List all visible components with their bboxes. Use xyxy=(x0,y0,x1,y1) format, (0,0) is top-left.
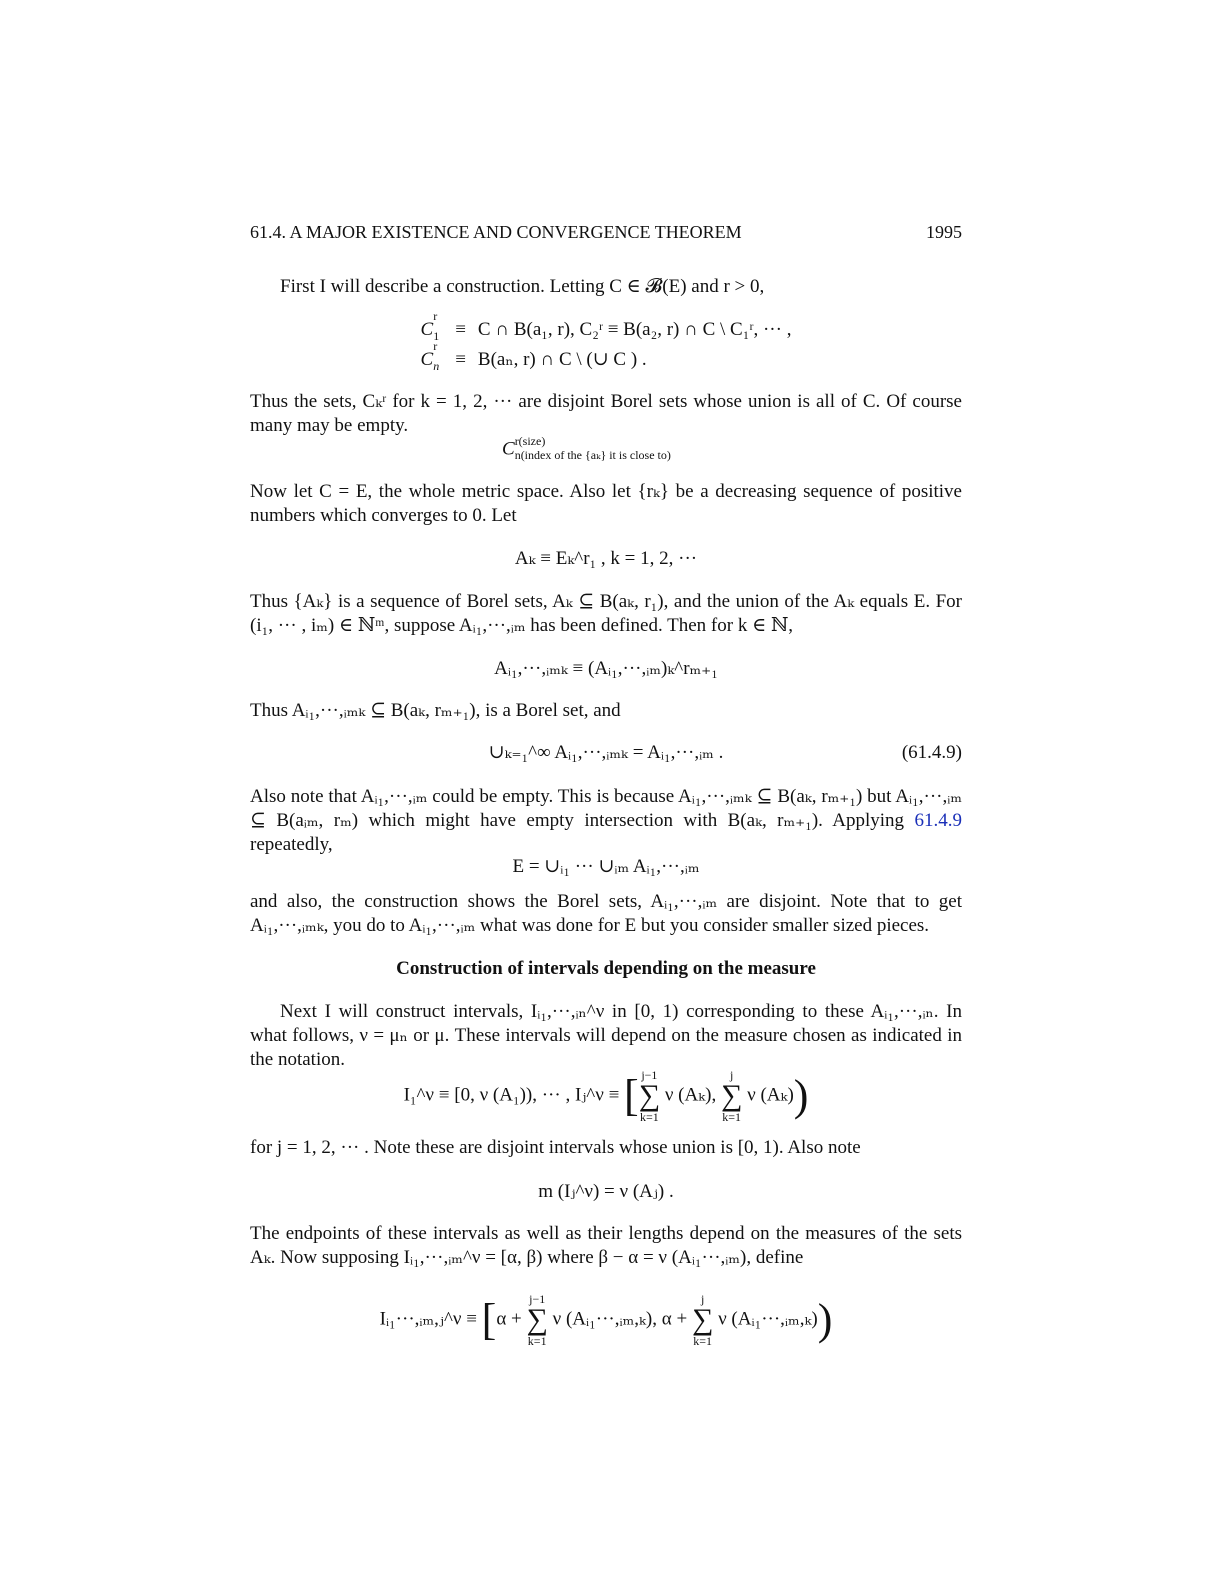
eq6-left: I₁^ν ≡ [0, ν (A₁)), ··· , Iⱼ^ν ≡ xyxy=(403,1084,620,1106)
eq8-sum2-upper: j xyxy=(700,1292,705,1306)
equation-a-k: Aₖ ≡ Eₖ^r₁ , k = 1, 2, ··· xyxy=(514,548,698,569)
paragraph-endpoints: The endpoints of these intervals as well as their lengths depend on the measures of the sets Aₖ. Now supposing Iᵢ₁,···,ᵢₘ^ν = [α, β) where β − α = ν (Aᵢ₁···,ᵢₘ), define xyxy=(250,1223,962,1268)
eq6-sum2-upper: j xyxy=(730,1068,734,1082)
equation-reference-link[interactable]: 61.4.9 xyxy=(914,810,962,831)
equation-intervals: I₁^ν ≡ [0, ν (A₁)), ··· , Iⱼ^ν ≡ [ j−1 ∑ k=1 ν (Aₖ), j ∑ k=1 ν (Aₖ)) xyxy=(403,1068,809,1124)
equation-number: (61.4.9) xyxy=(901,742,962,763)
eq6-sum2-lower: k=1 xyxy=(722,1110,742,1124)
eq8-sum2-lower: k=1 xyxy=(693,1334,713,1348)
paragraph-borel-set: Thus Aᵢ₁,···,ᵢₘₖ ⊆ B(aₖ, rₘ₊₁), is a Borel set, and xyxy=(250,700,621,721)
eq6-sum1-upper: j−1 xyxy=(641,1068,658,1082)
eq4-body: ∪ₖ₌₁^∞ Aᵢ₁,···,ᵢₘₖ = Aᵢ₁,···,ᵢₘ . xyxy=(488,742,724,763)
equation-c-sets: $C_1^r$ ≡ C ∩ B(a₁, r), C₂ʳ ≡ B(a₂, r) ∩ C \ C₁ʳ, ··· , $C_n^r$ ≡ B(aₙ, r) ∩ C \ (∪ C ) . xyxy=(250,315,962,375)
equation-measure: m (Iⱼ^ν) = ν (Aⱼ) . xyxy=(538,1181,674,1202)
eq8-left: Iᵢ₁···,ᵢₘ,ⱼ^ν ≡ xyxy=(379,1308,477,1330)
annotation-sup: r(size) xyxy=(514,434,546,448)
running-header xyxy=(250,220,962,244)
equation-e-union: E = ∪ᵢ₁ ··· ∪ᵢₘ Aᵢ₁,···,ᵢₘ xyxy=(512,856,700,877)
paragraph-borel-sequence: Thus {Aₖ} is a sequence of Borel sets, Aₖ ⊆ B(aₖ, r₁), and the union of the Aₖ equals E. For (i₁, ··· , iₘ) ∈ ℕᵐ, suppose Aᵢ₁,···,ᵢₘ has been defined. Then for k ∈ ℕ, xyxy=(250,591,962,636)
paragraph-intervals-intro: Next I will construct intervals, Iᵢ₁,···,ᵢₙ^ν in [0, 1) corresponding to these Aᵢ₁,···,ᵢₙ. In what follows, ν = μₙ or μ. These intervals will depend on the measure chosen as indicated in the notation. xyxy=(250,1001,962,1070)
eq8-sum1-upper: j−1 xyxy=(529,1292,546,1306)
eq6-term-2: ν (Aₖ) xyxy=(747,1084,794,1106)
annotation-sub: n(index of the {aₖ} it is close to) xyxy=(514,448,671,462)
annotation-c-notation xyxy=(502,436,671,464)
equation-a-indexed: Aᵢ₁,···,ᵢₘₖ ≡ (Aᵢ₁,···,ᵢₘ)ₖ^rₘ₊₁ xyxy=(494,658,718,679)
equation-subintervals: Iᵢ₁···,ᵢₘ,ⱼ^ν ≡ [α + j−1 ∑ k=1 ν (Aᵢ₁···,ᵢₘ,ₖ), α + j ∑ k=1 ν (Aᵢ₁···,ᵢₘ,ₖ)) xyxy=(379,1292,833,1348)
eq1-rhs1: C ∩ B(a₁, r), C₂ʳ ≡ B(a₂, r) ∩ C \ C₁ʳ, ··· , xyxy=(477,319,792,340)
paragraph-disjoint-intervals: for j = 1, 2, ··· . Note these are disjoint intervals whose union is [0, 1). Also note xyxy=(250,1137,861,1158)
eq8-term-2: ν (Aᵢ₁···,ᵢₘ,ₖ) xyxy=(718,1308,818,1330)
eq8-sum1-lower: k=1 xyxy=(527,1334,547,1348)
eq1-rhs2: B(aₙ, r) ∩ C \ (∪ C ) . xyxy=(477,349,647,370)
eq1-equiv-2: ≡ xyxy=(455,349,466,370)
section-title: 61.4. A MAJOR EXISTENCE AND CONVERGENCE THEOREM xyxy=(250,222,742,242)
eq8-alpha-1: α + xyxy=(496,1308,522,1330)
page-number: 1995 xyxy=(926,222,962,242)
section-heading: Construction of intervals depending on the measure xyxy=(396,958,816,979)
paragraph-construction-intro: First I will describe a construction. Letting C ∈ 𝓑(E) and r > 0, xyxy=(280,276,765,297)
annotation-base: C xyxy=(502,438,515,460)
paragraph-construction-disjoint: and also, the construction shows the Borel sets, Aᵢ₁,···,ᵢₘ are disjoint. Note that to get Aᵢ₁,···,ᵢₘₖ, you do to Aᵢ₁,···,ᵢₘ what was done for E but you consider smaller sized pieces. xyxy=(250,891,962,936)
paragraph-disjoint-sets: Thus the sets, Cₖʳ for k = 1, 2, ··· are disjoint Borel sets whose union is all of C. Of course many may be empty. xyxy=(250,391,962,436)
eq6-term-1: ν (Aₖ) xyxy=(664,1084,712,1106)
eq1-lhs1: C xyxy=(420,319,434,340)
p6-before: Also note that Aᵢ₁,···,ᵢₘ could be empty. This is because Aᵢ₁,···,ᵢₘₖ ⊆ B(aₖ, rₘ₊₁) but Aᵢ₁,···,ᵢₘ ⊆ B(aᵢₘ, rₘ) which might have empty intersection with B(aₖ, rₘ₊₁). Applying xyxy=(250,786,962,831)
eq8-alpha-2: α + xyxy=(661,1308,688,1330)
eq8-term-1: ν (Aᵢ₁···,ᵢₘ,ₖ) xyxy=(552,1308,653,1330)
p6-after: repeatedly, xyxy=(250,834,333,855)
paragraph-empty-intersection xyxy=(250,785,962,857)
paragraph-metric-space: Now let C = E, the whole metric space. Also let {rₖ} be a decreasing sequence of positive numbers which converges to 0. Let xyxy=(250,481,962,526)
eq1-lhs2: C xyxy=(420,349,434,370)
equation-61-4-9 xyxy=(250,741,962,765)
eq6-sum1-lower: k=1 xyxy=(639,1110,659,1124)
eq1-equiv-1: ≡ xyxy=(455,319,466,340)
